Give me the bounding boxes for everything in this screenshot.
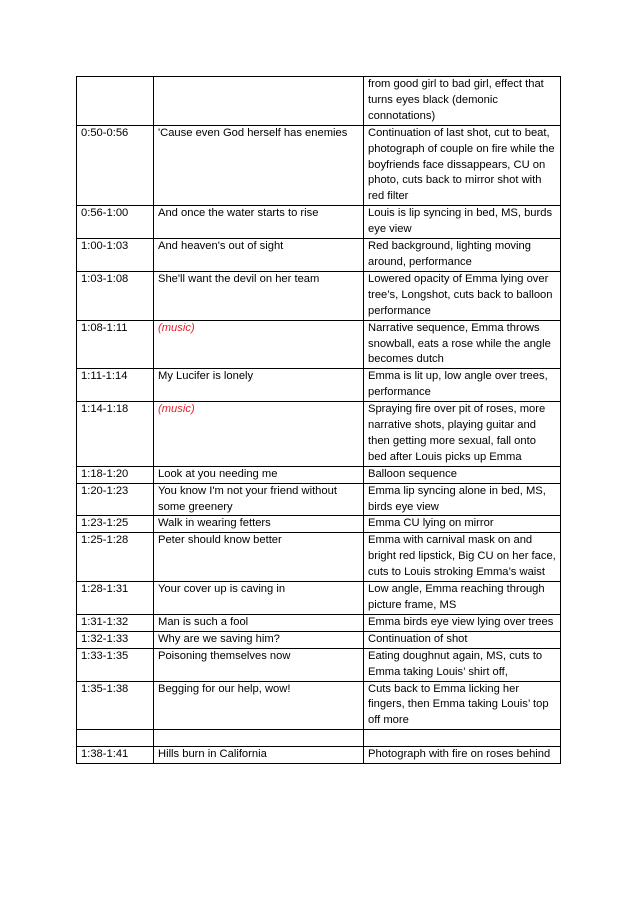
lyric-cell: Poisoning themselves now [154,648,364,681]
lyric-cell: (music) [154,402,364,467]
description-cell: Low angle, Emma reaching through picture frame, MS [364,582,561,615]
table-row [77,730,561,747]
table-row [77,681,561,730]
lyric-cell [154,77,364,126]
time-cell [77,730,154,747]
table-row [77,631,561,648]
description-cell: Emma with carnival mask on and bright red lipstick, Big CU on her face, cuts to Louis stroking Emma’s waist [364,533,561,582]
lyric-cell: And once the water starts to rise [154,206,364,239]
description-cell: Red background, lighting moving around, performance [364,239,561,272]
description-cell: Emma lip syncing alone in bed, MS, birds eye view [364,483,561,516]
lyric-cell: And heaven's out of sight [154,239,364,272]
table-row [77,747,561,764]
time-cell: 1:03-1:08 [77,271,154,320]
table-row [77,516,561,533]
table-row [77,614,561,631]
table-row [77,483,561,516]
table-row [77,239,561,272]
lyric-cell: She'll want the devil on her team [154,271,364,320]
time-cell: 1:00-1:03 [77,239,154,272]
lyric-cell: Why are we saving him? [154,631,364,648]
shot-list-table [76,76,561,764]
lyric-cell: Hills burn in California [154,747,364,764]
lyric-cell: My Lucifer is lonely [154,369,364,402]
time-cell: 1:28-1:31 [77,582,154,615]
time-cell: 1:33-1:35 [77,648,154,681]
time-cell: 1:20-1:23 [77,483,154,516]
description-cell: Balloon sequence [364,466,561,483]
table-row [77,648,561,681]
table-row [77,320,561,369]
table-row [77,466,561,483]
lyric-cell: Look at you needing me [154,466,364,483]
lyric-cell [154,730,364,747]
description-cell: from good girl to bad girl, effect that turns eyes black (demonic connotations) [364,77,561,126]
table-row [77,206,561,239]
description-cell: Eating doughnut again, MS, cuts to Emma taking Louis’ shirt off, [364,648,561,681]
lyric-cell: Begging for our help, wow! [154,681,364,730]
time-cell: 1:32-1:33 [77,631,154,648]
lyric-cell: 'Cause even God herself has enemies [154,125,364,206]
time-cell: 1:35-1:38 [77,681,154,730]
time-cell: 1:31-1:32 [77,614,154,631]
table-row [77,77,561,126]
description-cell: Narrative sequence, Emma throws snowball, eats a rose while the angle becomes dutch [364,320,561,369]
shot-list-body [77,77,561,764]
time-cell: 0:56-1:00 [77,206,154,239]
time-cell [77,77,154,126]
table-row [77,125,561,206]
table-row [77,271,561,320]
time-cell: 1:08-1:11 [77,320,154,369]
table-row [77,582,561,615]
description-cell: Cuts back to Emma licking her fingers, then Emma taking Louis’ top off more [364,681,561,730]
lyric-cell: Walk in wearing fetters [154,516,364,533]
description-cell: Photograph with fire on roses behind [364,747,561,764]
time-cell: 1:18-1:20 [77,466,154,483]
table-row [77,369,561,402]
table-row [77,533,561,582]
description-cell: Spraying fire over pit of roses, more narrative shots, playing guitar and then getting more sexual, fall onto bed after Louis picks up Emma [364,402,561,467]
table-row [77,402,561,467]
time-cell: 0:50-0:56 [77,125,154,206]
lyric-cell: You know I'm not your friend without some greenery [154,483,364,516]
description-cell: Emma is lit up, low angle over trees, performance [364,369,561,402]
description-cell: Louis is lip syncing in bed, MS, burds eye view [364,206,561,239]
description-cell: Continuation of last shot, cut to beat, photograph of couple on fire while the boyfriends face dissappears, CU on photo, cuts back to mirror shot with red filter [364,125,561,206]
description-cell: Lowered opacity of Emma lying over tree’s, Longshot, cuts back to balloon performance [364,271,561,320]
lyric-cell: (music) [154,320,364,369]
lyric-cell: Your cover up is caving in [154,582,364,615]
lyric-cell: Man is such a fool [154,614,364,631]
description-cell: Continuation of shot [364,631,561,648]
time-cell: 1:14-1:18 [77,402,154,467]
time-cell: 1:23-1:25 [77,516,154,533]
description-cell [364,730,561,747]
description-cell: Emma birds eye view lying over trees [364,614,561,631]
time-cell: 1:11-1:14 [77,369,154,402]
time-cell: 1:25-1:28 [77,533,154,582]
description-cell: Emma CU lying on mirror [364,516,561,533]
lyric-cell: Peter should know better [154,533,364,582]
time-cell: 1:38-1:41 [77,747,154,764]
